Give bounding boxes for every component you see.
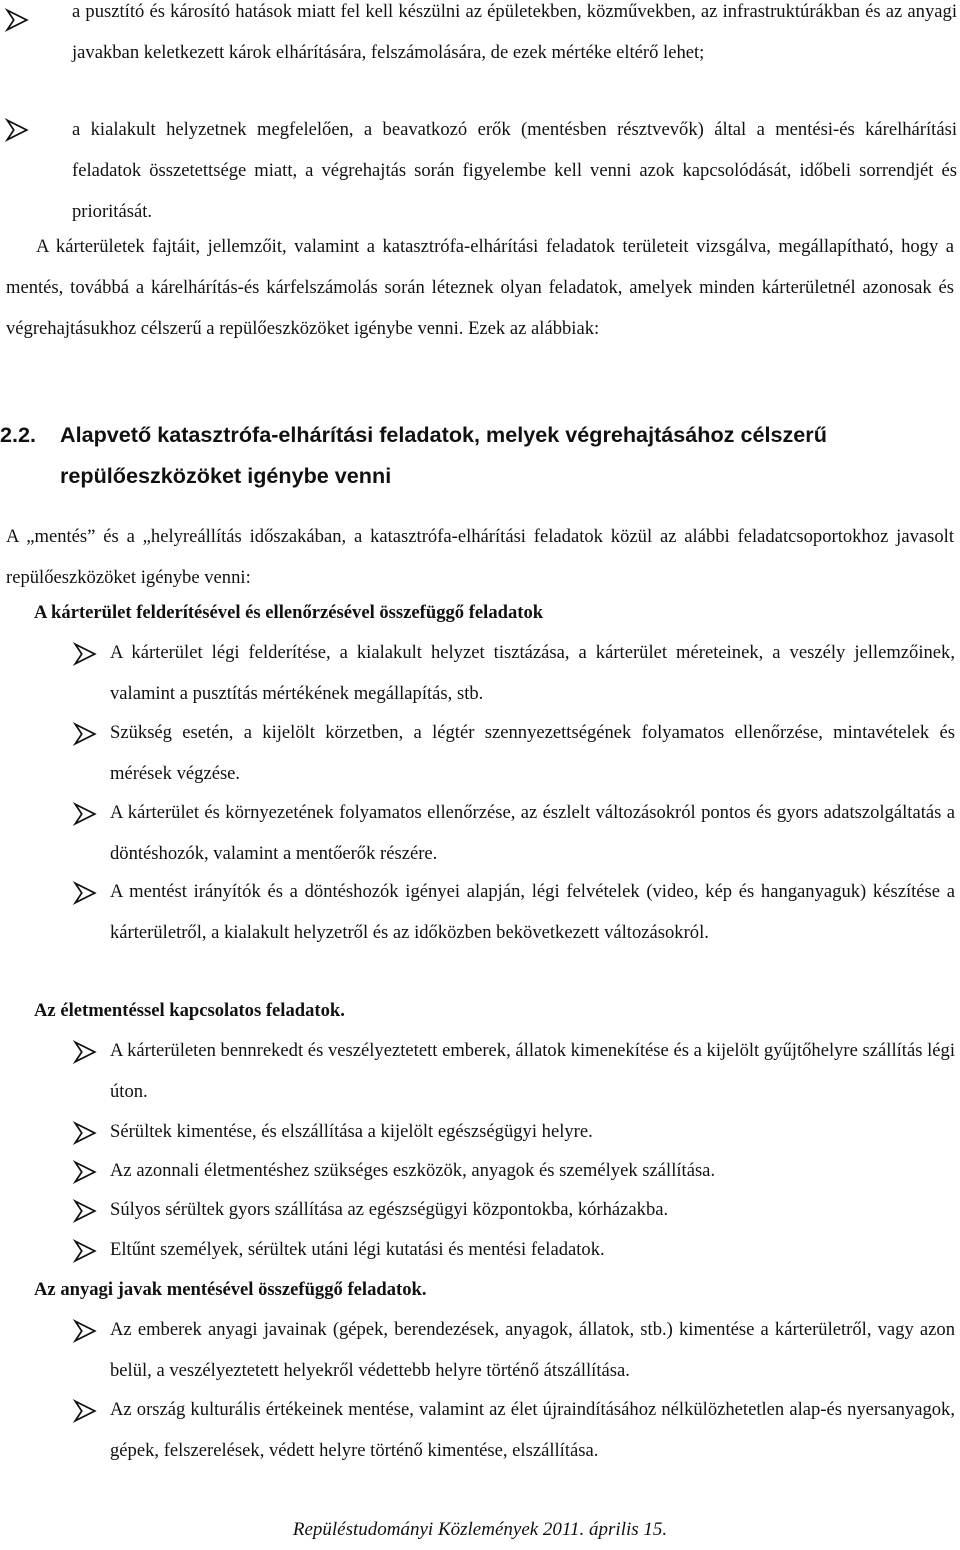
arrowhead-bullet-icon (72, 640, 98, 668)
list-item-text: Súlyos sérültek gyors szállítása az egészségügyi központokba, kórházakba. (110, 1199, 669, 1220)
arrowhead-bullet-icon (72, 1158, 98, 1186)
subsection-title: Az anyagi javak mentésével összefüggő feladatok. (34, 1279, 427, 1300)
list-item-text: A mentést irányítók és a döntéshozók igényei alapján, légi felvételek (video, kép és hanganyaguk) készítése a kárterületről, a kialakult helyzetről és az időközben bekövetkezett változásokról. (110, 881, 955, 943)
list-item-text: Szükség esetén, a kijelölt körzetben, a légtér szennyezettségének folyamatos ellenőrzése, mintavételek és mérések végzése. (110, 722, 955, 784)
list-item-text: Sérültek kimentése, és elszállítása a kijelölt egészségügyi helyre. (110, 1121, 593, 1142)
list-item-text: Eltűnt személyek, sérültek utáni légi kutatási és mentési feladatok. (110, 1239, 605, 1260)
list-item-text: Az ország kulturális értékeinek mentése, valamint az élet újraindításához nélkülözhetetlen alap-és nyersanyagok, gépek, felszerelések, védett helyre történő kimentése, elszállítása. (110, 1399, 955, 1461)
arrowhead-bullet-icon (4, 6, 30, 34)
arrowhead-bullet-icon (72, 1397, 98, 1425)
arrowhead-bullet-icon (72, 800, 98, 828)
body-paragraph: A kárterületek fajtáit, jellemzőit, valamint a katasztrófa-elhárítási feladatok területeit vizsgálva, megállapítható, hogy a mentés, továbbá a kárelhárítás-és kárfelszámolás során léteznek olyan feladatok, amelyek minden kárterületnél azonosak és végrehajtásukhoz célszerű a repülőeszközöket igénybe venni. Ezek az alábbiak: (6, 236, 954, 339)
list-item-text: A kárterület légi felderítése, a kialakult helyzet tisztázása, a kárterület méreteinek, a veszély jellemzőinek, valamint a pusztítás mértékének megállapítás, stb. (110, 642, 955, 704)
heading-text: Alapvető katasztrófa-elhárítási feladatok, melyek végrehajtásához célszerű repülőeszközöket igénybe venni (60, 422, 827, 488)
arrowhead-bullet-icon (72, 1197, 98, 1225)
arrowhead-bullet-icon (72, 1317, 98, 1345)
arrowhead-bullet-icon (72, 1038, 98, 1066)
arrowhead-bullet-icon (72, 720, 98, 748)
list-item-text: a kialakult helyzetnek megfelelően, a beavatkozó erők (mentésben résztvevők) által a mentési-és kárelhárítási feladatok összetettsége miatt, a végrehajtás során figyelembe kell venni azok kapcsolódását, időbeli sorrendjét és prioritását. (72, 119, 957, 222)
body-paragraph: A „mentés” és a „helyreállítás időszakában, a katasztrófa-elhárítási feladatok közül az alábbi feladatcsoportokhoz javasolt repülőeszközöket igénybe venni: (6, 526, 954, 588)
arrowhead-bullet-icon (4, 116, 30, 144)
page-footer: Repüléstudományi Közlemények 2011. április 15. (292, 1519, 668, 1540)
arrowhead-bullet-icon (72, 1237, 98, 1265)
list-item-text: A kárterület és környezetének folyamatos ellenőrzése, az észlelt változásokról pontos és gyors adatszolgáltatás a döntéshozók, valamint a mentőerők részére. (110, 802, 955, 864)
subsection-title: A kárterület felderítésével és ellenőrzésével összefüggő feladatok (34, 602, 544, 623)
arrowhead-bullet-icon (72, 1119, 98, 1147)
arrowhead-bullet-icon (72, 879, 98, 907)
heading-number: 2.2. (0, 422, 37, 447)
subsection-title: Az életmentéssel kapcsolatos feladatok. (34, 1000, 345, 1021)
list-item-text: Az emberek anyagi javainak (gépek, berendezések, anyagok, állatok, stb.) kimentése a kárterületről, vagy azon belül, a veszélyeztetett helyekről védettebb helyre történő átszállítása. (110, 1319, 955, 1381)
list-item-text: Az azonnali életmentéshez szükséges eszközök, anyagok és személyek szállítása. (110, 1160, 716, 1181)
list-item-text: a pusztító és károsító hatások miatt fel kell készülni az épületekben, közművekben, az infrastruktúrákban és az anyagi javakban keletkezett károk elhárítására, felszámolására, de ezek mértéke eltérő lehet; (72, 1, 957, 63)
list-item-text: A kárterületen bennrekedt és veszélyeztetett emberek, állatok kimenekítése és a kijelölt gyűjtőhelyre szállítás légi úton. (110, 1040, 955, 1102)
